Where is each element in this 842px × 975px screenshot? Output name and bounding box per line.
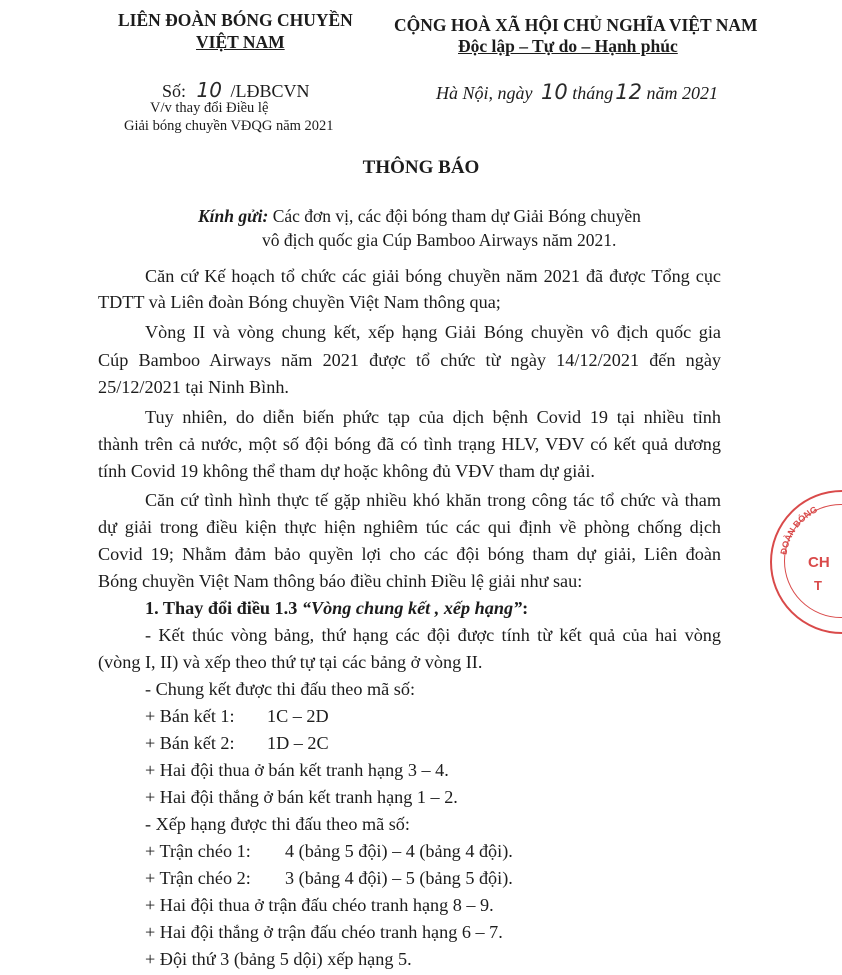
fifth-place-line: + Đội thứ 3 (bảng 5 dội) xếp hạng 5.	[145, 949, 412, 969]
subject-line-1: V/v thay đổi Điều lệ	[150, 100, 269, 116]
semifinal-2-value: 1D – 2C	[267, 733, 329, 753]
bullet-3: - Xếp hạng được thi đấu theo mã số:	[145, 814, 410, 834]
semifinal-2	[145, 733, 329, 754]
paragraph-3-line-1: Tuy nhiên, do diễn biến phức tạp của dịch bệnh Covid 19 tại nhiều tỉnh	[145, 407, 721, 427]
paragraph-4-line-2: dự giải trong điều kiện thực hiện nghiêm túc các qui định về phòng chống dịch	[98, 517, 721, 537]
republic-title: CỘNG HOÀ XÃ HỘI CHỦ NGHĨA VIỆT NAM	[394, 15, 758, 35]
date-month-handwritten: 12	[615, 80, 642, 104]
cross-match-1	[145, 841, 513, 862]
section-1-heading-title: “Vòng chung kết , xếp hạng”	[301, 598, 523, 618]
stamp-text-2: T	[814, 578, 822, 593]
paragraph-4-line-3: Covid 19; Nhằm đảm bảo quyền lợi cho các đội bóng tham dự giải, Liên đoàn	[98, 544, 721, 564]
subject-line-2: Giải bóng chuyền VĐQG năm 2021	[124, 118, 334, 134]
official-stamp	[770, 490, 842, 634]
bullet-2: - Chung kết được thi đấu theo mã số:	[145, 679, 416, 699]
bullet-1-line-2: (vòng I, II) và xếp theo thứ tự tại các bảng ở vòng II.	[98, 652, 483, 672]
cross-match-1-label: + Trận chéo 1:	[145, 841, 251, 861]
section-1-heading-colon: :	[522, 598, 529, 618]
paragraph-4-line-1: Căn cứ tình hình thực tế gặp nhiều khó khăn trong công tác tổ chức và tham	[145, 490, 721, 510]
date-day-handwritten: 10	[541, 80, 568, 104]
recipient-text-1: Các đơn vị, các đội bóng tham dự Giải Bóng chuyền	[272, 206, 641, 226]
semifinal-1	[145, 706, 329, 727]
number-suffix: /LĐBCVN	[230, 81, 310, 101]
cross-match-2-label: + Trận chéo 2:	[145, 868, 251, 888]
semifinal-1-value: 1C – 2D	[267, 706, 329, 726]
document-date	[436, 80, 718, 104]
paragraph-4-line-4: Bóng chuyền Việt Nam thông báo điều chỉnh Điều lệ giải như sau:	[98, 571, 583, 591]
paragraph-1-line-1: Căn cứ Kế hoạch tổ chức các giải bóng chuyền năm 2021 đã được Tổng cục	[145, 266, 721, 286]
cross-winner-line: + Hai đội thắng ở trận đấu chéo tranh hạng 6 – 7.	[145, 922, 503, 942]
section-1-heading	[145, 598, 528, 619]
svg-text:ĐOÀN BÓNG: ĐOÀN BÓNG	[778, 504, 819, 556]
cross-match-2-value: 3 (bảng 4 đội) – 5 (bảng 5 đội).	[285, 868, 513, 888]
number-label: Số:	[162, 81, 187, 101]
final-line: + Hai đội thắng ở bán kết tranh hạng 1 – 2.	[145, 787, 458, 807]
paragraph-2-line-2: Cúp Bamboo Airways năm 2021 được tổ chức từ ngày 14/12/2021 đến ngày	[98, 350, 721, 370]
stamp-text-1: CH	[808, 554, 830, 571]
paragraph-3-line-2: thành trên cả nước, một số đội bóng đã có tình trạng HLV, VĐV có kết quả dương	[98, 434, 721, 454]
bullet-1-line-1: - Kết thúc vòng bảng, thứ hạng các đội được tính từ kết quả của hai vòng	[145, 625, 721, 645]
date-prefix: Hà Nội, ngày	[436, 83, 533, 103]
national-motto: Độc lập – Tự do – Hạnh phúc	[458, 36, 678, 56]
paragraph-1-line-2: TDTT và Liên đoàn Bóng chuyền Việt Nam thông qua;	[98, 292, 501, 312]
paragraph-3-line-3: tính Covid 19 không thể tham dự hoặc không đủ VĐV tham dự giải.	[98, 461, 595, 481]
recipient-line-2: vô địch quốc gia Cúp Bamboo Airways năm 2021.	[262, 230, 617, 250]
paragraph-2-line-3: 25/12/2021 tại Ninh Bình.	[98, 377, 289, 397]
recipient-label: Kính gửi:	[198, 206, 269, 226]
document-number	[162, 78, 309, 102]
paragraph-2-line-1: Vòng II và vòng chung kết, xếp hạng Giải Bóng chuyền vô địch quốc gia	[145, 322, 721, 342]
cross-match-2	[145, 868, 513, 889]
section-1-heading-number: 1. Thay đổi điều 1.3	[145, 598, 298, 618]
number-handwritten: 10	[196, 78, 222, 102]
page-title: THÔNG BÁO	[362, 157, 480, 178]
semifinal-2-label: + Bán kết 2:	[145, 733, 235, 753]
cross-match-1-value: 4 (bảng 5 đội) – 4 (bảng 4 đội).	[285, 841, 513, 861]
date-year: năm 2021	[646, 83, 718, 103]
recipient-line-1	[198, 206, 641, 227]
third-place-line: + Hai đội thua ở bán kết tranh hạng 3 – 4.	[145, 760, 449, 780]
organization-country: VIỆT NAM	[196, 32, 285, 52]
semifinal-1-label: + Bán kết 1:	[145, 706, 235, 726]
organization-name: LIÊN ĐOÀN BÓNG CHUYỀN	[118, 10, 353, 30]
cross-loser-line: + Hai đội thua ở trận đấu chéo tranh hạng 8 – 9.	[145, 895, 494, 915]
date-month-label: tháng	[572, 83, 614, 103]
